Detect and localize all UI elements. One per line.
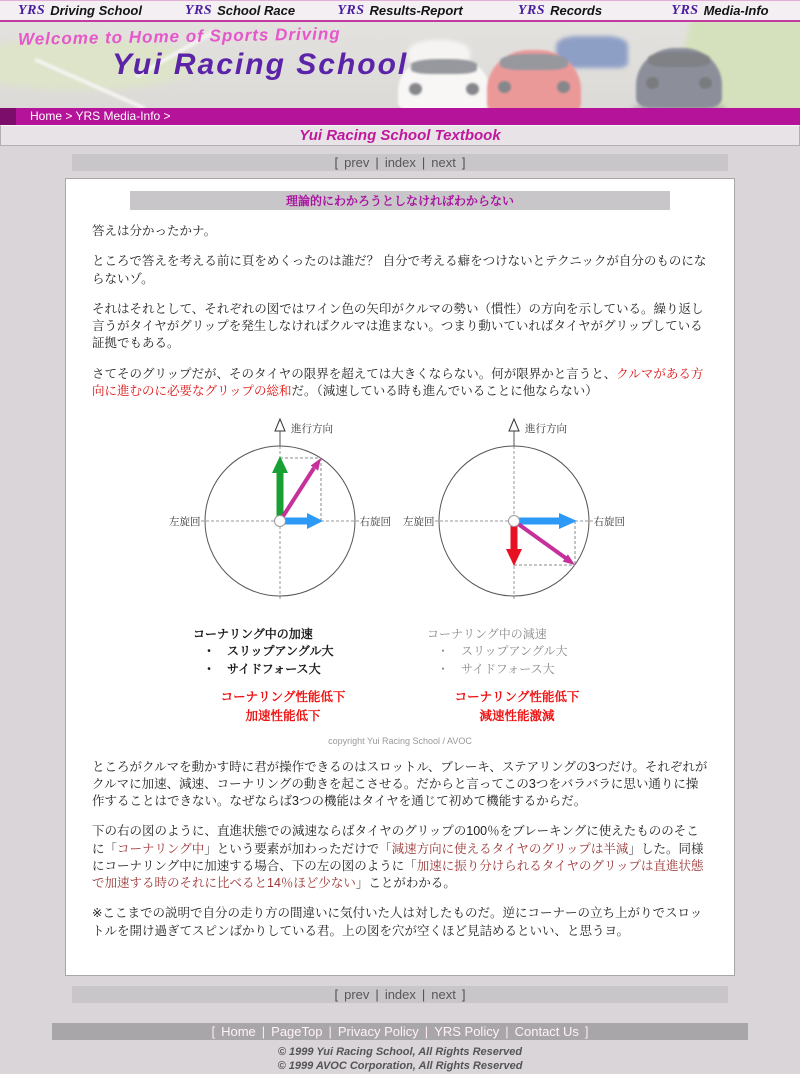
- next-link[interactable]: next: [431, 986, 456, 1002]
- paragraph: 答えは分かったかナ。: [92, 224, 217, 238]
- pager-bottom: [72, 986, 728, 1003]
- footer-separator: |: [261, 1023, 266, 1039]
- pager-separator: |: [375, 155, 379, 170]
- pager-separator: |: [375, 986, 379, 1002]
- caption-line: ・ スリップアングル大: [437, 644, 568, 659]
- nav-label: Media-Info: [703, 3, 769, 18]
- nav-label: Records: [550, 3, 603, 18]
- yrs-logo: YRS: [184, 2, 213, 18]
- footer-link-home[interactable]: Home: [221, 1023, 256, 1039]
- performance-note: コーナリング性能低下 減速性能激減: [454, 690, 580, 723]
- direction-arrow-icon: [509, 419, 519, 431]
- paragraph: さてそのグリップだが、そのタイヤの限界を超えては大きくならない。何が限界かと言うと、クルマがある方向に進むのに必要なグリップの総和だ。（減速している時も進んでいることに他ならない）: [92, 366, 704, 398]
- resultant-vector-arrow: [280, 468, 314, 521]
- footer-link-privacy-policy[interactable]: Privacy Policy: [337, 1023, 419, 1039]
- footer-link-yrs-policy[interactable]: YRS Policy: [434, 1023, 500, 1039]
- prev-link[interactable]: prev: [344, 155, 370, 170]
- paragraph: ところがクルマを動かす時に君が操作できるのはスロットル、ブレーキ、ステアリングの3つだけ。それぞれがクルマに加速、減速、コーナリングの動きを起こさせる。だからと言ってこの3つをバラバラに思い通りに操作することはできない。なぜならば3つの機能はタイヤを通じて初めて機能するからだ。: [92, 759, 708, 809]
- article-content: [65, 178, 735, 976]
- pager-separator: |: [421, 986, 426, 1002]
- top-navigation: [0, 0, 800, 22]
- breadcrumb-separator: >: [65, 109, 73, 123]
- caption-line: コーナリング中の加速: [193, 627, 313, 641]
- index-link[interactable]: index: [384, 155, 416, 170]
- yrs-logo: YRS: [337, 2, 365, 18]
- performance-note: コーナリング性能低下 加速性能低下: [220, 690, 346, 723]
- pager-open-bracket: [: [334, 155, 339, 170]
- footer-close-bracket: ]: [584, 1023, 589, 1039]
- nav-item-driving-school[interactable]: [0, 1, 160, 20]
- grip-circle-acceleration-diagram: [167, 413, 393, 621]
- grip-diagrams: [92, 413, 708, 726]
- caption-line: コーナリング中の減速: [427, 627, 547, 641]
- yrs-logo: YRS: [18, 2, 46, 18]
- svg-text:右旋回: 右旋回: [593, 516, 625, 528]
- pager-close-bracket: ]: [461, 155, 466, 170]
- footer-open-bracket: [: [211, 1023, 216, 1039]
- nav-item-school-race[interactable]: [160, 1, 320, 20]
- footer-link-contact-us[interactable]: Contact Us: [514, 1023, 579, 1039]
- site-title: Yui Racing School: [112, 48, 409, 81]
- footer-separator: |: [424, 1023, 429, 1039]
- diagram-copyright: copyright Yui Racing School / AVOC: [328, 735, 472, 746]
- center-dot: [509, 516, 520, 527]
- svg-text:左旋回: 左旋回: [169, 516, 201, 528]
- paragraph: ところで答えを考える前に頁をめくったのは誰だ？ 自分で考える癖をつけないとテクニックが自分のものにならないゾ。: [92, 254, 707, 286]
- nav-item-media-info[interactable]: [640, 1, 800, 20]
- caption-line: ・ サイドフォース大: [437, 661, 555, 676]
- diagram-deceleration: [401, 413, 633, 726]
- footer-separator: |: [328, 1023, 332, 1039]
- breadcrumb: [0, 108, 800, 125]
- nav-item-records[interactable]: [480, 1, 640, 20]
- breadcrumb-section-link[interactable]: YRS Media-Info: [75, 109, 161, 123]
- prev-link[interactable]: prev: [344, 986, 370, 1002]
- welcome-tagline: Welcome to Home of Sports Driving: [17, 24, 341, 49]
- next-link[interactable]: next: [431, 155, 456, 170]
- center-dot: [275, 516, 286, 527]
- svg-text:左旋回: 左旋回: [403, 516, 435, 528]
- pager-close-bracket: ]: [461, 986, 466, 1002]
- pager-top: [72, 154, 728, 171]
- caption-line: ・ サイドフォース大: [203, 661, 321, 676]
- pager-separator: |: [421, 155, 426, 170]
- yrs-logo: YRS: [671, 2, 699, 18]
- index-link[interactable]: index: [384, 986, 416, 1002]
- paragraph: ※ここまでの説明で自分の走り方の間違いに気付いた人は対したものだ。逆にコーナーの立ち上がりでスロットルを開け過ぎてスピンばかりしている君。上の図を穴が空くほど見詰めるといい、と思うヨ。: [92, 906, 703, 938]
- paragraph: 下の右の図のように、直進状態での減速ならばタイヤのグリップの100％をブレーキングに使えたもののそこに「コーナリング中」という要素が加わっただけで「減速方向に使えるタイヤのグリップは半減」した。同様にコーナリング中に加速する場合、下の左の図のように「加速に振り分けられるタイヤのグリップは直進状態で加速する時のそれに比べると14％ほど少ない」ことがわかる。: [92, 824, 704, 891]
- page-title: Yui Racing School Textbook: [0, 125, 800, 146]
- breadcrumb-home-link[interactable]: Home: [30, 109, 63, 123]
- copyright-notice: © 1999 Yui Racing School, All Rights Reserved © 1999 AVOC Corporation, All Rights Reserved: [277, 1045, 523, 1073]
- nav-label: Results-Report: [369, 3, 463, 18]
- nav-label: Driving School: [50, 3, 142, 18]
- breadcrumb-left-cap: [0, 108, 16, 125]
- svg-text:進行方向: 進行方向: [291, 423, 333, 435]
- footer-navigation: [52, 1023, 748, 1040]
- grip-circle-deceleration-diagram: [401, 413, 627, 621]
- article-heading: 理論的にわかろうとしなければわからない: [130, 191, 670, 210]
- breadcrumb-separator: >: [163, 109, 171, 123]
- caption-line: ・ スリップアングル大: [203, 644, 334, 659]
- pager-open-bracket: [: [334, 986, 339, 1002]
- paragraph: それはそれとして、それぞれの図ではワイン色の矢印がクルマの勢い（慣性）の方向を示している。繰り返し言うがタイヤがグリップを発生しなければクルマは進まない。つまり動いていればタイヤがグリップしている証拠でもある。: [92, 301, 704, 351]
- svg-text:右旋回: 右旋回: [359, 516, 391, 528]
- footer-link-pagetop[interactable]: PageTop: [271, 1023, 323, 1039]
- header-photo: [0, 22, 800, 108]
- nav-item-results-report[interactable]: [320, 1, 480, 20]
- svg-text:進行方向: 進行方向: [525, 423, 567, 435]
- nav-label: School Race: [217, 3, 296, 18]
- direction-arrow-icon: [275, 419, 285, 431]
- footer-separator: |: [505, 1023, 509, 1039]
- diagram-acceleration: [167, 413, 399, 726]
- yrs-logo: YRS: [517, 2, 546, 18]
